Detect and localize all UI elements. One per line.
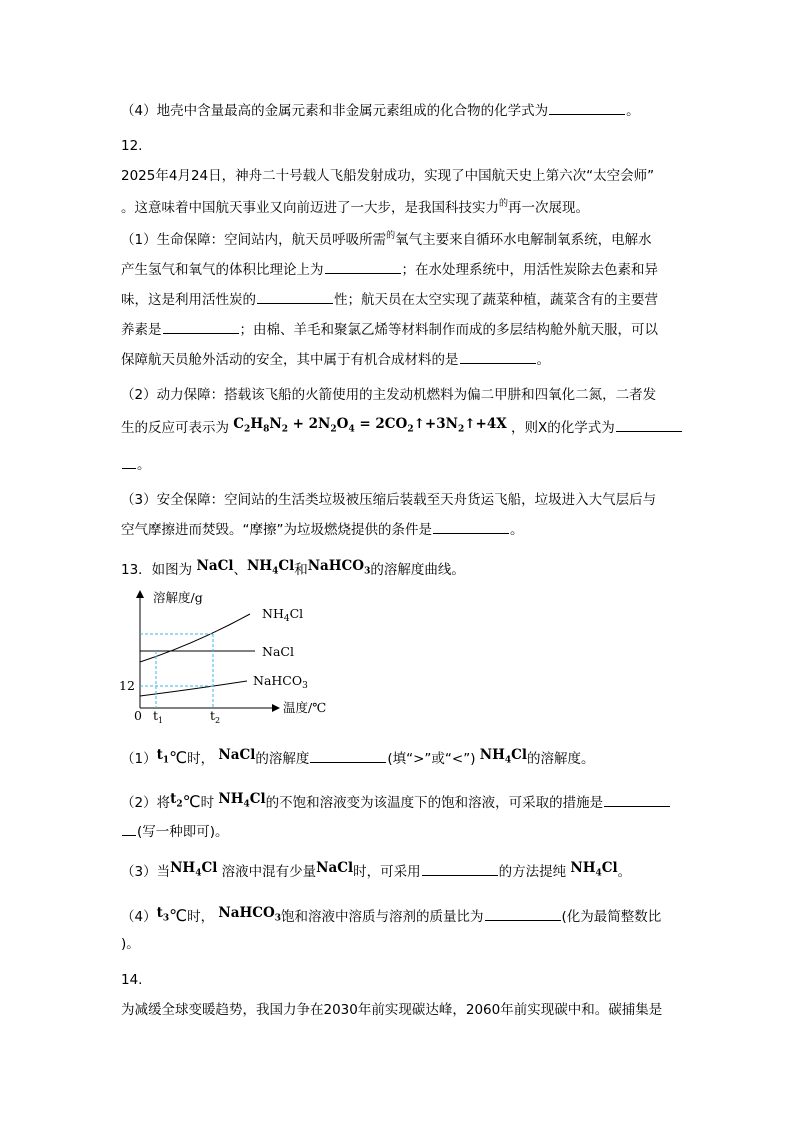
answer-blank[interactable]	[604, 794, 670, 807]
formula-nacl: NaCl	[196, 558, 234, 574]
answer-blank[interactable]	[310, 750, 386, 763]
t1-tick: $t_1$	[153, 708, 164, 725]
q13-part3: （3）当$NH_4Cl$ 溶液中混有少量NaCl时，可采用 的方法提纯 $NH_4Cl$。	[121, 860, 632, 880]
answer-blank[interactable]	[257, 291, 333, 304]
answer-blank-continued[interactable]	[122, 823, 136, 836]
x-axis-label: 温度/℃	[283, 700, 327, 715]
q13-part2-line2: (写一种即可)。	[121, 822, 229, 842]
q13-intro: 13．如图为 NaCl、$NH_4Cl$和NaHCO$_3$的溶解度曲线。	[121, 558, 465, 578]
nh4cl-label: $NH_4Cl$	[262, 606, 304, 624]
nahco3-label: NaHCO$_3$	[253, 673, 308, 691]
nacl-label: NaCl	[262, 644, 294, 659]
q12-number: 12.	[121, 138, 143, 154]
q12-part2-line3: 。	[121, 455, 151, 475]
q12-part1-line1: （1）生命保障：空间站内，航天员呼吸所需$^的$氧气主要来自循环水电解制氧系统，电解水	[121, 231, 652, 248]
answer-blank[interactable]	[616, 419, 682, 432]
q13-part1: $(1)t_1℃$时， NaCl的溶解度 (填“>”或“<”) $NH_4Cl$的溶解度。	[121, 747, 595, 767]
formula-nh4cl: $NH_4Cl$	[246, 558, 295, 577]
answer-blank[interactable]	[325, 261, 401, 274]
q14-line1: 为减缓全球变暖趋势，我国力争在2030年前实现碳达峰，2060年前实现碳中和。碳捕集是	[121, 1002, 663, 1018]
origin-label: 0	[134, 708, 142, 723]
x-axis-arrow	[272, 704, 280, 712]
answer-blank[interactable]	[460, 351, 536, 364]
q12-part2-line2: 生的反应可表示为 $C_2H_8N_2 + 2N_2O_4$ = $2CO_2↑+3N_2↑+4X$ ，则X的化学式为	[121, 418, 683, 444]
answer-blank[interactable]	[485, 908, 561, 921]
answer-blank[interactable]	[422, 863, 498, 876]
nh4cl-curve	[140, 614, 250, 662]
y-axis-label: 溶解度/g	[153, 590, 203, 605]
y-tick-12: 12	[119, 678, 135, 693]
q12-part2-line1: （2）动力保障：搭载该飞船的火箭使用的主发动机燃料为偏二甲肼和四氧化二氮，二者发	[121, 387, 657, 403]
q12-part3-line1: （3）安全保障：空间站的生活类垃圾被压缩后装载至天舟货运飞船，垃圾进入大气层后与	[121, 492, 657, 508]
q14-number: 14.	[121, 972, 143, 988]
formula-nahco3: NaHCO$_3$	[307, 558, 371, 577]
answer-blank[interactable]	[549, 102, 625, 115]
t2-tick: $t_2$	[210, 708, 221, 725]
q13-part4-line1: $(4)t_3℃$时， NaHCO$_3$饱和溶液中溶质与溶剂的质量比为 (化为最简整数比	[121, 905, 662, 925]
q12-part1-line2: 产生氢气和氧气的体积比理论上为 ；在水处理系统中，用活性炭除去色素和异	[121, 262, 658, 278]
answer-blank-continued[interactable]	[122, 456, 136, 469]
q11-part4: （4）地壳中含量最高的金属元素和非金属元素组成的化合物的化学式为 。	[121, 103, 640, 119]
solubility-curve-figure	[115, 588, 355, 728]
answer-blank[interactable]	[433, 521, 509, 534]
answer-blank[interactable]	[163, 321, 239, 334]
reaction-equation: $C_2H_8N_2 + 2N_2O_4$ = $2CO_2↑+3N_2↑+4X$	[233, 416, 507, 435]
q12-part1-line3: 味，这是利用活性炭的 性；航天员在太空实现了蔬菜种植，蔬菜含有的主要营	[121, 292, 658, 308]
q13-part2-line1: （2）将$t_2℃$时 $NH_4Cl$的不饱和溶液变为该温度下的饱和溶液，可采取的措施是	[121, 792, 671, 819]
q12-part1-line5: 保障航天员舱外活动的安全，其中属于有机合成材料的是 。	[121, 352, 550, 368]
q13-part4-line2: )。	[121, 936, 140, 952]
q12-part1-line4: 养素是 ；由棉、羊毛和聚氯乙烯等材料制作而成的多层结构舱外航天服，可以	[121, 322, 658, 338]
y-axis-arrow	[136, 590, 144, 598]
q12-intro-line1: 2025年4月24日，神舟二十号载人飞船发射成功，实现了中国航天史上第六次“太空会师”	[121, 168, 655, 184]
q12-part3-line2: 空气摩擦进而焚毁。“摩擦”为垃圾燃烧提供的条件是 。	[121, 522, 524, 538]
q12-intro-line2: 。这意味着中国航天事业又向前迈进了一大步，是我国科技实力$^的$再一次展现。	[121, 199, 590, 216]
